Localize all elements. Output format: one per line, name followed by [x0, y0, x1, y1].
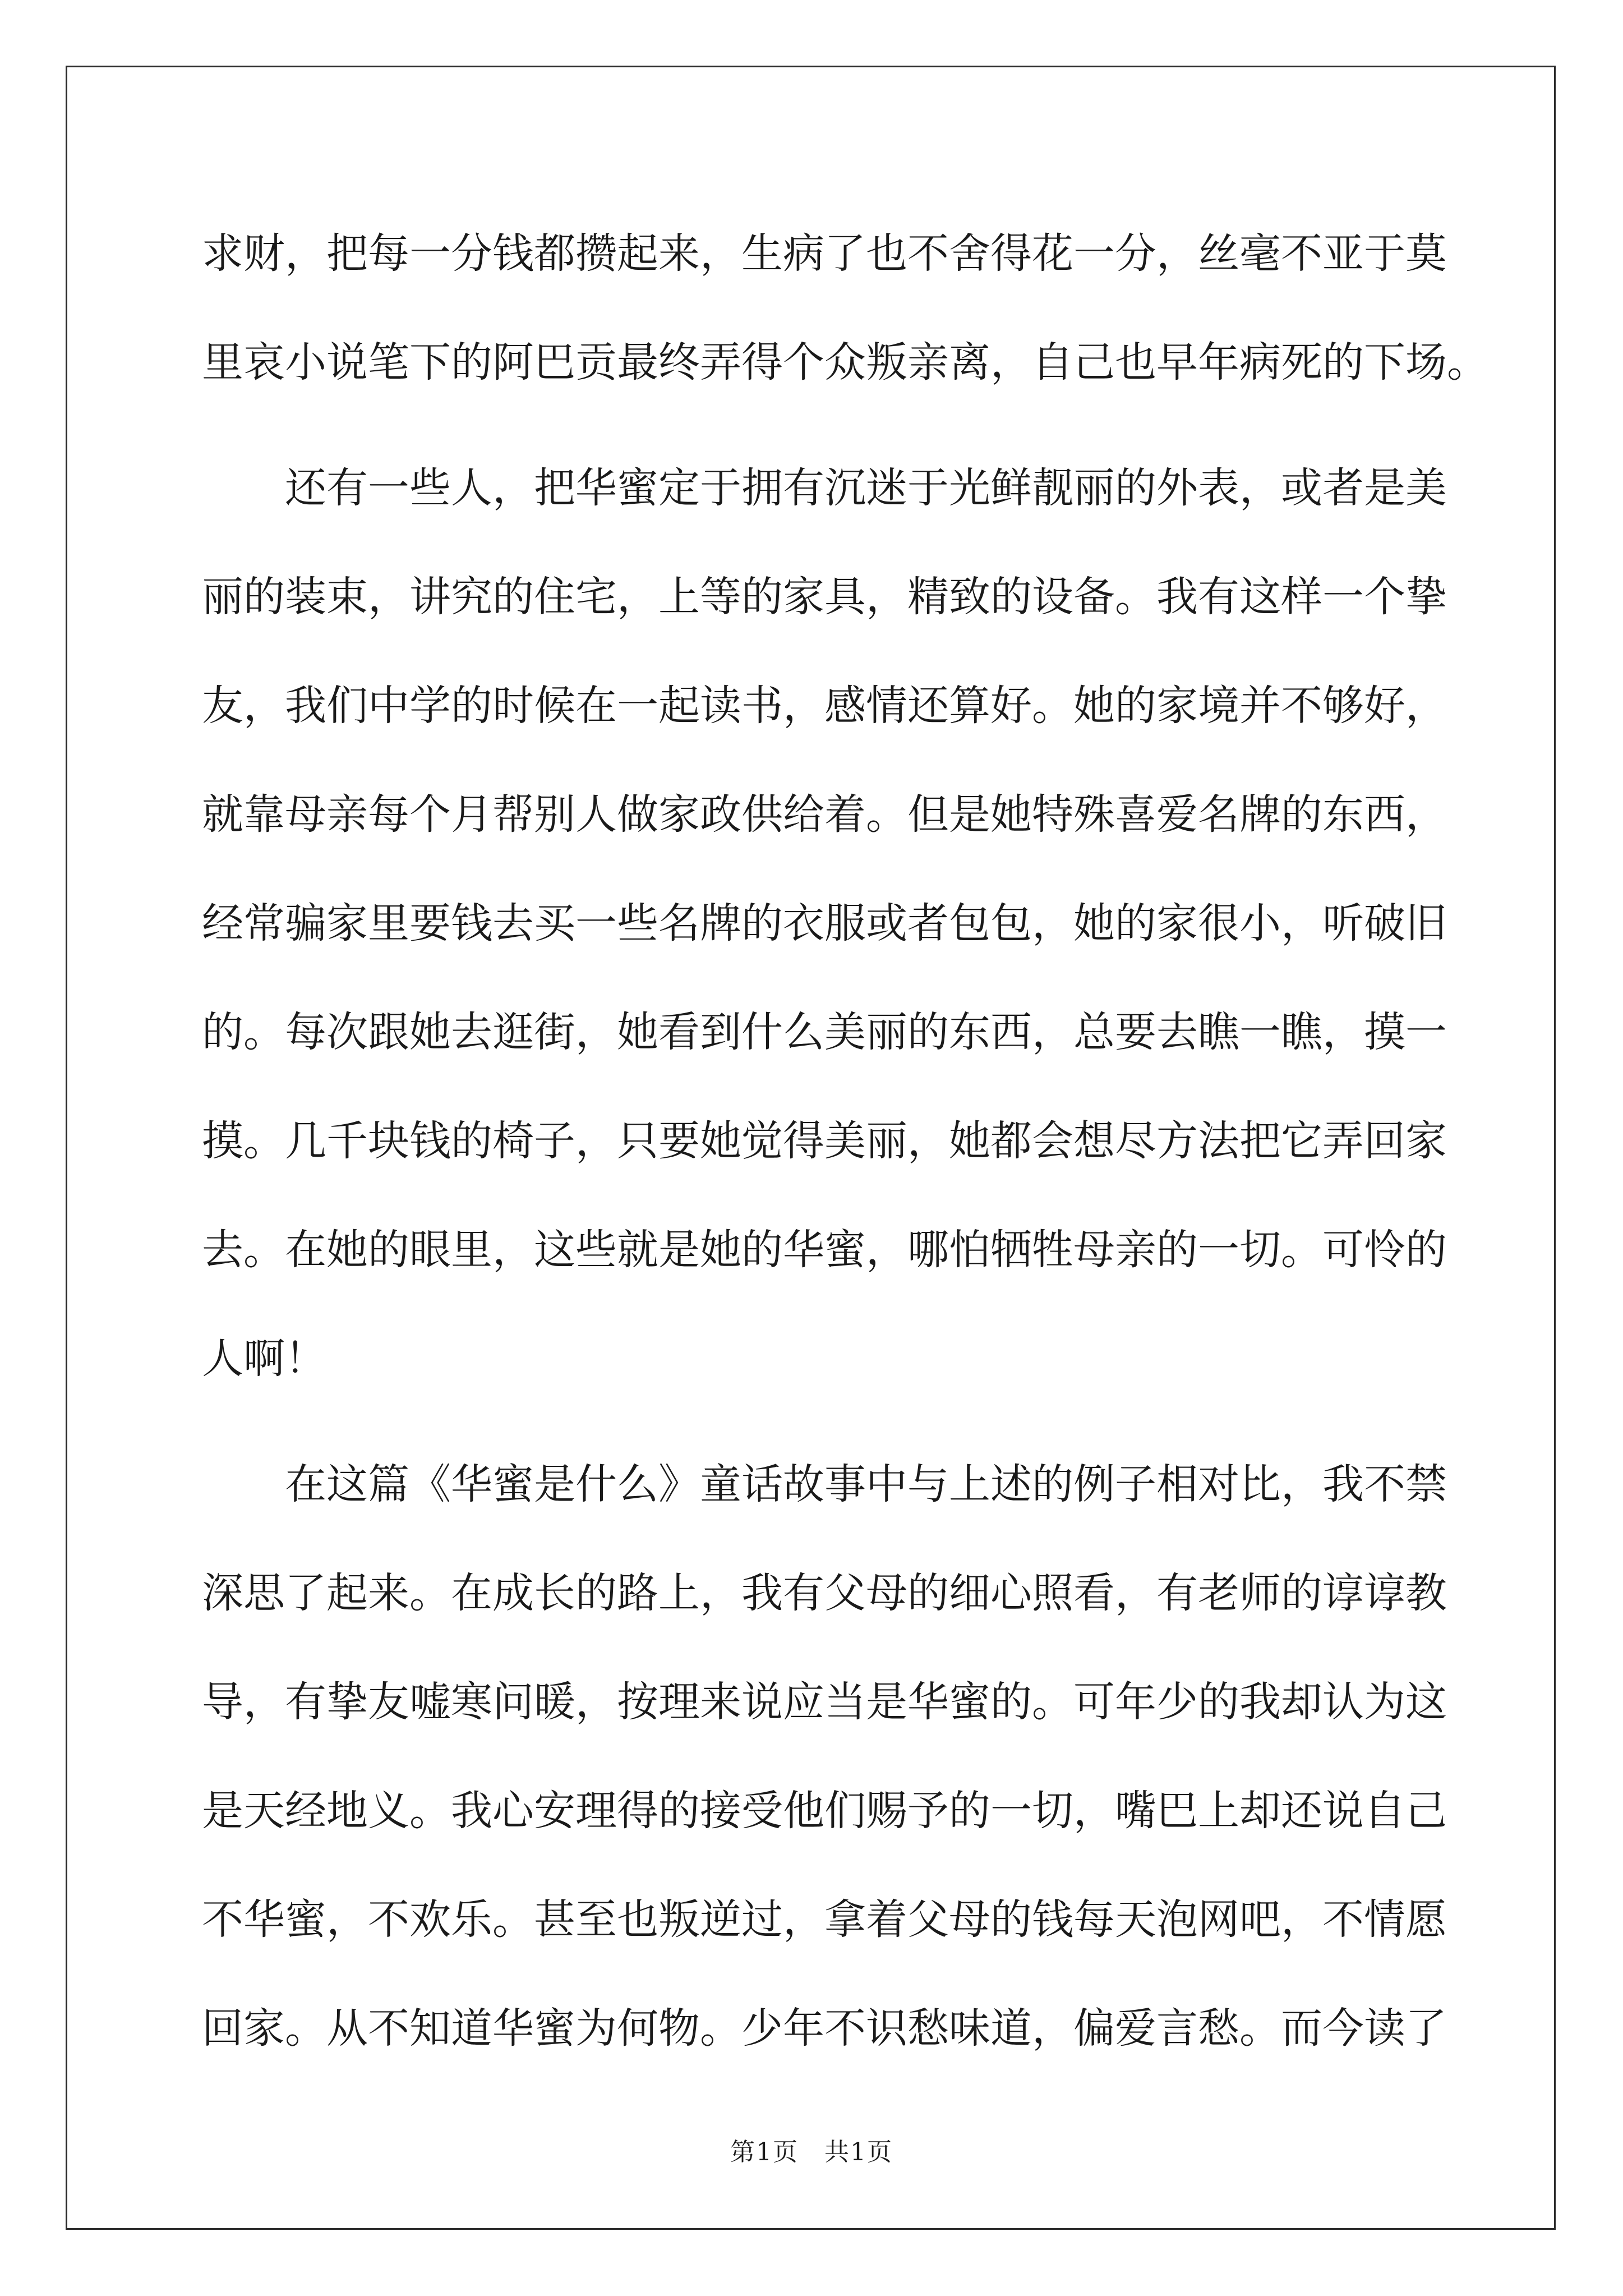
- text-line: 不华蜜，不欢乐。甚至也叛逆过，拿着父母的钱每天泡网吧，不情愿: [202, 1895, 1447, 1944]
- document-body: [202, 199, 1488, 2083]
- text-line: 里哀小说笔下的阿巴贡最终弄得个众叛亲离，自己也早年病死的下场。: [202, 338, 1488, 386]
- text-line: 深思了起来。在成长的路上，我有父母的细心照看，有老师的谆谆教: [202, 1569, 1447, 1617]
- text-line: 人啊！: [202, 1335, 326, 1383]
- paragraph: [202, 434, 1447, 1413]
- paragraph: [202, 1430, 1447, 2083]
- text-line: 还有一些人，把华蜜定于拥有沉迷于光鲜靓丽的外表，或者是美: [285, 464, 1447, 512]
- text-line: 导，有挚友嘘寒问暖，按理来说应当是华蜜的。可年少的我却认为这: [202, 1678, 1447, 1726]
- text-line: 的。每次跟她去逛街，她看到什么美丽的东西，总要去瞧一瞧，摸一: [202, 1008, 1447, 1056]
- text-line: 去。在她的眼里，这些就是她的华蜜，哪怕牺牲母亲的一切。可怜的: [202, 1226, 1447, 1274]
- paragraph: [202, 199, 1488, 417]
- text-line: 在这篇《华蜜是什么》童话故事中与上述的例子相对比，我不禁: [285, 1460, 1447, 1508]
- text-line: 经常骗家里要钱去买一些名牌的衣服或者包包，她的家很小，听破旧: [202, 899, 1447, 947]
- text-line: 是天经地义。我心安理得的接受他们赐予的一切，嘴巴上却还说自己: [202, 1787, 1447, 1835]
- text-line: 求财，把每一分钱都攒起来，生病了也不舍得花一分，丝毫不亚于莫: [202, 229, 1447, 278]
- page-footer: 第1页 共1页: [730, 2138, 893, 2166]
- text-line: 摸。几千块钱的椅子，只要她觉得美丽，她都会想尽方法把它弄回家: [202, 1117, 1447, 1165]
- text-line: 回家。从不知道华蜜为何物。少年不识愁味道，偏爱言愁。而今读了: [202, 2004, 1447, 2053]
- text-line: 丽的装束，讲究的住宅，上等的家具，精致的设备。我有这样一个挚: [202, 573, 1447, 621]
- text-line: 友，我们中学的时候在一起读书，感情还算好。她的家境并不够好，: [202, 682, 1447, 730]
- text-line: 就靠母亲每个月帮别人做家政供给着。但是她特殊喜爱名牌的东西，: [202, 790, 1447, 839]
